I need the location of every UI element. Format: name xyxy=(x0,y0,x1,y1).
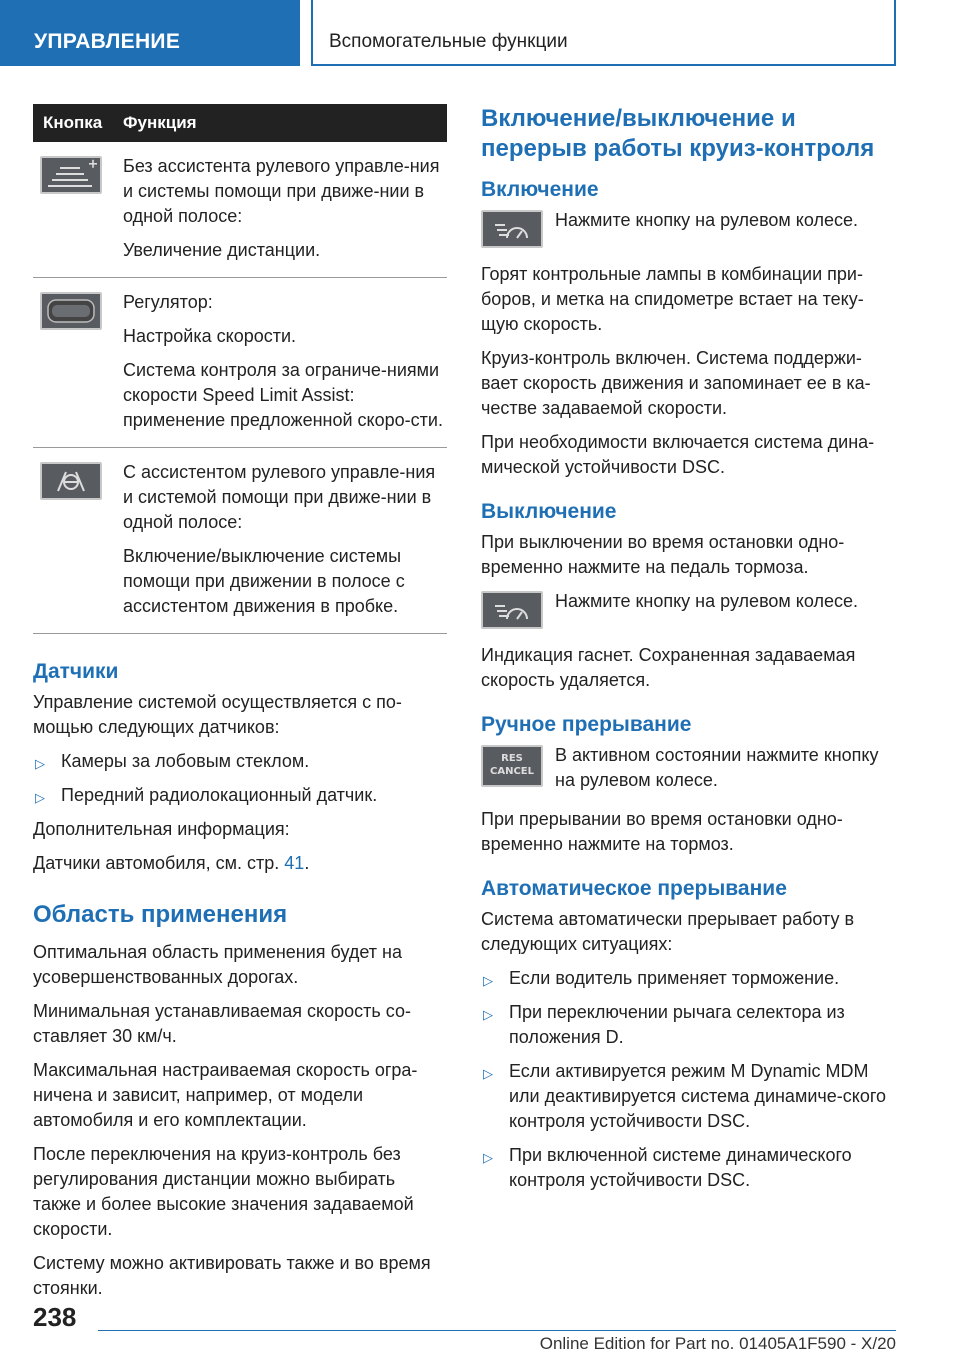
table-row xyxy=(33,142,447,278)
row-text: Настройка скорости. xyxy=(123,326,297,346)
on-heading: Включение xyxy=(481,178,599,201)
list-item: ▷ Если водитель применяет торможение. xyxy=(481,966,896,991)
auto-list xyxy=(481,966,896,1193)
list-item: ▷ Если активируется режим M Dynamic MDM или деактивируется система динамиче-ского контроля устойчивости DSC. xyxy=(483,1061,887,1131)
section-title: УПРАВЛЕНИЕ xyxy=(0,0,300,66)
manual-after: При прерывании во время остановки одно-временно нажмите на тормоз. xyxy=(481,809,843,854)
triangle-bullet-icon: ▷ xyxy=(483,1007,493,1022)
off-instruction xyxy=(481,589,896,629)
scope-paragraph: После переключения на круиз-контроль без регулирования дистанции можно выбирать также и более высокие значения задаваемой скорости. xyxy=(33,1144,414,1239)
triangle-bullet-icon: ▷ xyxy=(483,973,493,988)
onoff-heading: Включение/выключение и перерыв работы круиз-контроля xyxy=(481,105,875,162)
edition-text: Online Edition for Part no. 01405A1F590 - X/20 xyxy=(539,1334,896,1353)
list-item: ▷ Камеры за лобовым стеклом. xyxy=(33,749,447,774)
list-item: ▷ Передний радиолокационный датчик. xyxy=(33,783,447,808)
on-paragraph: При необходимости включается система дина-мической устойчивости DSC. xyxy=(481,432,875,477)
right-column xyxy=(481,104,896,1202)
triangle-bullet-icon: ▷ xyxy=(483,1150,493,1165)
scope-paragraph: Минимальная устанавливаемая скорость со-ставляет 30 км/ч. xyxy=(33,1001,411,1046)
triangle-bullet-icon: ▷ xyxy=(35,790,45,805)
page-number: 238 xyxy=(33,1302,77,1332)
distance-plus-icon xyxy=(40,156,102,194)
triangle-bullet-icon: ▷ xyxy=(483,1066,493,1081)
function-table xyxy=(33,104,447,634)
row-text: Включение/выключение системы помощи при движении в полосе с ассистентом движения в пробке. xyxy=(123,546,405,616)
res-cancel-icon: RES CANCEL xyxy=(481,745,543,787)
rocker-switch-icon xyxy=(40,292,102,330)
scope-heading: Область применения xyxy=(33,901,288,928)
auto-heading: Автоматическое прерывание xyxy=(481,877,787,900)
triangle-bullet-icon: ▷ xyxy=(35,756,45,771)
off-instruction-text: Нажмите кнопку на рулевом колесе. xyxy=(555,591,859,611)
table-row xyxy=(33,278,447,448)
cruise-control-icon xyxy=(481,591,543,629)
left-column xyxy=(33,104,447,1310)
row-text: Без ассистента рулевого управле-ния и системы помощи при движе-нии в одной полосе: xyxy=(123,156,440,226)
sensors-reference: Датчики автомобиля, см. стр. 41. xyxy=(33,853,310,873)
on-paragraph: Круиз-контроль включен. Система поддержи-вает скорость движения и запоминает ее в ка-честве задаваемой скорости. xyxy=(481,348,871,418)
list-item: ▷ При переключении рычага селектора из положения D. xyxy=(483,1002,845,1047)
col-function-header: Функция xyxy=(123,113,197,132)
steering-assist-icon xyxy=(40,462,102,500)
sensors-heading: Датчики xyxy=(33,660,119,683)
page-header xyxy=(0,0,960,66)
off-heading: Выключение xyxy=(481,500,617,523)
manual-heading: Ручное прерывание xyxy=(481,713,692,736)
row-text: С ассистентом рулевого управле-ния и системой помощи при движе-нии в одной полосе: xyxy=(123,462,436,532)
auto-intro: Система автоматически прерывает работу в следующих ситуациях: xyxy=(481,909,855,954)
col-button-header: Кнопка xyxy=(43,113,103,132)
more-info-label: Дополнительная информация: xyxy=(33,819,290,839)
table-row xyxy=(33,448,447,634)
sensors-intro: Управление системой осуществляется с по-мощью следующих датчиков: xyxy=(33,692,402,737)
manual-instruction xyxy=(481,743,896,793)
row-text: Система контроля за ограниче-ниями скорости Speed Limit Assist: применение предложенной скоро-сти. xyxy=(123,360,443,430)
table-header xyxy=(33,104,447,142)
footer-divider xyxy=(98,1330,896,1331)
cruise-control-icon xyxy=(481,210,543,248)
off-after: Индикация гаснет. Сохраненная задаваемая скорость удаляется. xyxy=(481,645,856,690)
page-footer xyxy=(0,1298,960,1362)
on-paragraph: Горят контрольные лампы в комбинации при-боров, и метка на спидометре встает на теку-щую скорость. xyxy=(481,264,864,334)
subsection-title: Вспомогательные функции xyxy=(311,0,896,66)
row-text: Регулятор: xyxy=(123,292,213,312)
list-item: ▷ При включенной системе динамического контроля устойчивости DSC. xyxy=(483,1145,852,1190)
on-instruction-text: Нажмите кнопку на рулевом колесе. xyxy=(555,210,859,230)
scope-paragraph: Систему можно активировать также и во время стоянки. xyxy=(33,1253,431,1298)
off-intro: При выключении во время остановки одно-временно нажмите на педаль тормоза. xyxy=(481,532,845,577)
sensors-list xyxy=(33,749,447,808)
manual-instruction-text: В активном состоянии нажмите кнопку на рулевом колесе. xyxy=(555,745,879,790)
on-instruction xyxy=(481,208,896,248)
scope-paragraph: Оптимальная область применения будет на усовершенствованных дорогах. xyxy=(33,942,402,987)
scope-paragraph: Максимальная настраиваемая скорость огра-ничена и зависит, например, от модели автомобиля и его комплектации. xyxy=(33,1060,418,1130)
page-link[interactable]: 41 xyxy=(284,853,305,873)
row-text: Увеличение дистанции. xyxy=(123,240,321,260)
